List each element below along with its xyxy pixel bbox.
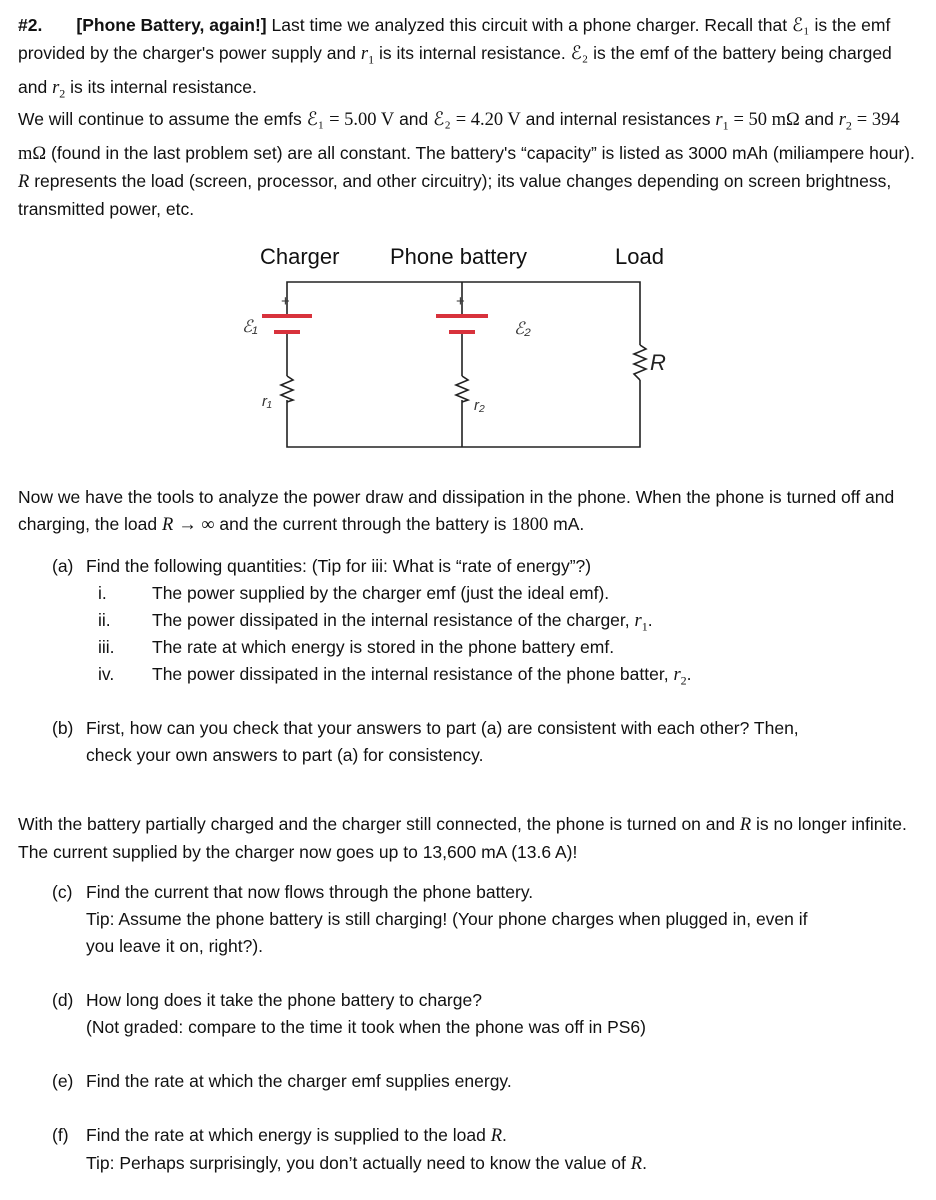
part-d-line-1: How long does it take the phone battery to charge? [86,990,482,1010]
emf2-value: = 4.20 V [455,110,521,130]
part-a-item-3 [98,634,898,661]
item-end: . [647,610,653,630]
load-symbol-4: R [490,1126,503,1146]
problem-title: [Phone Battery, again!] [76,15,267,35]
part-c-line-3: you leave it on, right?). [86,936,264,956]
part-f-end-1: . [502,1125,507,1145]
para2-text-g: changes depending on screen brightness, transmitted power, etc. [18,170,892,219]
para2-text-c: and [804,109,834,129]
intro-text-d: is its internal resistance. [378,43,566,63]
label-load: Load [615,244,664,269]
r2-symbol-2: $r_2$ [838,110,852,133]
part-f [52,1122,912,1178]
charging-off-paragraph [18,484,918,539]
part-a-item-1 [98,580,898,607]
para2-text-a: We will continue to assume the emfs [18,109,302,129]
para2-text-d: (found in the last problem set) are all constant. The battery's “capacity” is listed as [51,142,684,163]
label-phone-battery: Phone battery [390,244,527,269]
intro-text-e: is the emf of the [593,43,718,63]
plus-sign-2: + [456,293,465,310]
para2-and: and [399,109,429,129]
load-symbol-3: R [739,815,752,835]
load-diagram-label: R [650,350,666,375]
emf1-value: = 5.00 V [329,110,395,130]
intro-text-g: is its internal resistance. [70,76,257,97]
part-f-end-2: . [642,1153,647,1173]
part-f-label: (f) [52,1125,69,1145]
para3-text-d: mA. [553,514,585,534]
emf2-symbol: ℰ₂ [570,44,589,64]
phone-on-paragraph [18,811,918,866]
para4-text-b: is no [756,814,794,834]
part-e [52,1068,912,1095]
part-a-label: (a) [52,556,74,576]
item-text: The power dissipated in the internal resistance of the charger, [152,610,630,630]
emf1-diagram-label: ℰ₁ [242,317,258,336]
r2-value: = 394 mΩ [18,110,900,164]
item-text: The rate at which energy is stored in the phone battery emf. [152,637,615,657]
label-charger: Charger [260,244,340,269]
part-c-label: (c) [52,882,73,902]
item-number: i. [98,583,107,603]
problem-number: #2. [18,15,43,35]
item-number: iv. [98,664,115,684]
para4-text-a: With the battery partially charged and the charger still connected, the phone is turned on and [18,814,735,834]
plus-sign-1: + [281,293,290,310]
item-symbol: $r_2$ [673,665,687,688]
load-resistor [634,345,646,380]
item-number: iii. [98,637,115,657]
item-text: The power supplied by the charger emf (just the ideal emf). [152,583,610,603]
para3-text-c: and the current through the battery is [219,514,507,534]
arrow-infinity: → ∞ [178,515,215,535]
r1-symbol: $r_1$ [360,44,375,67]
para2-text-b: and internal resistances [525,109,711,129]
intro-text-f: battery being charged and [18,43,892,97]
para3-text-b: turned off and charging, the load [18,487,895,534]
part-b-line-1: First, how can you check that your answers to part (a) are consistent with each other? Then, [86,718,799,738]
item-symbol: $r_1$ [634,611,648,634]
emf1-symbol: ℰ₁ [791,16,810,36]
r1-value: = 50 mΩ [733,110,800,130]
intro-text-b: is [814,15,828,35]
part-b-line-2: check your own answers to part (a) for consistency. [86,745,484,765]
r2-symbol: $r_2$ [52,77,66,101]
part-f-line-2: Tip: Perhaps surprisingly, you don’t actually need to know the value of [86,1153,626,1173]
part-b-label: (b) [52,718,74,738]
para4-text-c: longer infinite. The current supplied by the charger now goes up to 13,600 mA (13.6 A)! [18,814,907,862]
para3-text-a: Now we have the tools to analyze the power draw and dissipation in the phone. When the phone is [18,487,782,507]
part-c [52,879,912,960]
r2-diagram-label: r₂ [474,397,485,414]
r1-symbol-2: $r_1$ [715,110,729,133]
emf1-symbol-2: ℰ₁ [306,110,325,130]
load-symbol-5: R [630,1154,643,1174]
part-a [52,553,912,580]
part-c-line-2: Tip: Assume the phone battery is still charging! (Your phone charges when plugged in, even if [86,909,808,929]
para2-text-f: represents the load (screen, processor, and other circuitry); its value [34,170,562,191]
intro-text-a: Last time we analyzed this circuit with a phone charger. Recall that [271,15,788,35]
assumptions-paragraph [18,106,918,223]
part-d-label: (d) [52,990,74,1010]
part-e-line-1: Find the rate at which the charger emf supplies energy. [86,1071,512,1091]
r1-diagram-label: r₁ [262,393,272,410]
part-c-line-1: Find the current that now flows through the phone battery. [86,882,534,902]
item-number: ii. [98,610,111,630]
load-symbol-2: R [162,515,174,535]
problem-intro [18,12,918,107]
part-f-line-1: Find the rate at which energy is supplied to the load [86,1125,486,1145]
item-text: The power dissipated in the internal resistance of the phone batter, [152,664,669,684]
part-e-label: (e) [52,1071,74,1091]
item-end: . [686,664,692,684]
intro-text-c: the emf provided by the charger's power supply and [18,15,891,63]
battery-current-value: 1800 [511,515,549,535]
circuit-diagram [0,230,936,480]
load-symbol: R [18,171,30,192]
part-a-item-4 [98,661,898,695]
part-a-text: Find the following quantities: (Tip for iii: What is “rate of energy”?) [86,556,592,576]
r2-resistor [456,376,468,402]
emf2-diagram-label: ℰ₂ [514,319,531,338]
part-d-line-2: (Not graded: compare to the time it took when the phone was off in PS6) [86,1017,646,1037]
r1-resistor [281,376,293,402]
para2-text-e: 3000 mAh (miliampere hour). [688,142,915,163]
emf2-symbol-2: ℰ₂ [433,110,451,130]
part-b [52,715,912,769]
part-d [52,987,912,1041]
